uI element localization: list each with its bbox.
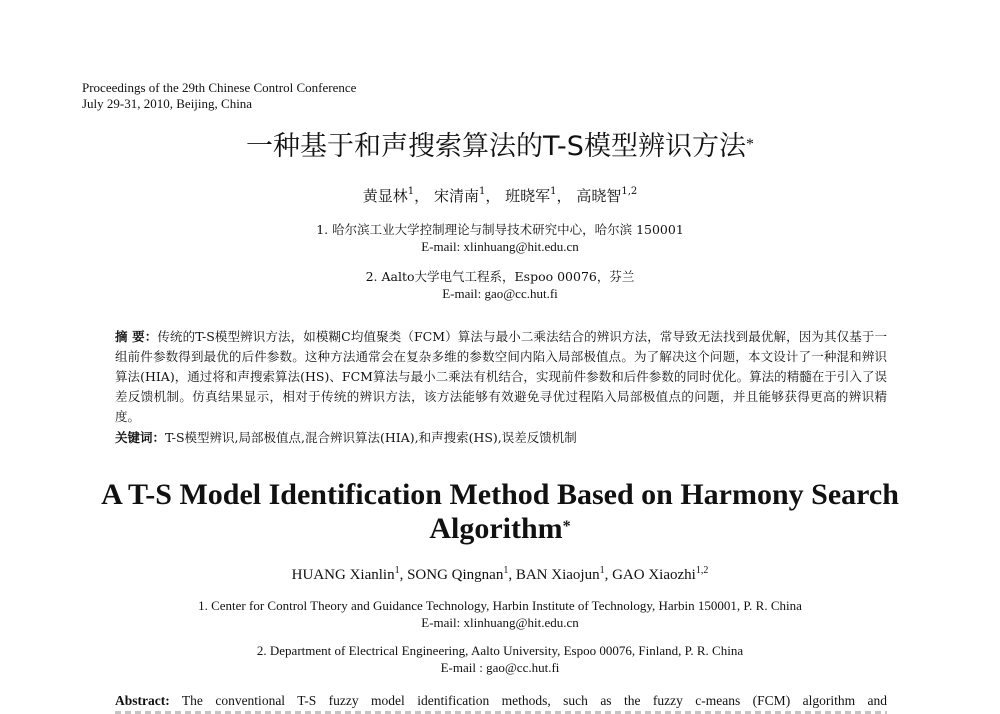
english-title-line-1: A T-S Model Identification Method Based on Harmony Search <box>101 478 899 511</box>
english-abstract-label: Abstract: <box>115 693 170 708</box>
author-affil-mark: 1 <box>478 186 486 197</box>
conference-date: July 29-31, 2010, Beijing, China <box>82 96 253 111</box>
english-affiliation-2 <box>0 642 1000 676</box>
chinese-abstract-label: 摘 要： <box>115 329 158 344</box>
english-title-line-2: Algorithm <box>429 512 563 545</box>
affiliation-line: 1. Center for Control Theory and Guidance Technology, Harbin Institute of Technology, Harbin 150001, P. R. China <box>198 598 802 613</box>
affiliation-line: 2. Department of Electrical Engineering, Aalto University, Espoo 00076, Finland, P. R. China <box>256 643 744 658</box>
author-name: GAO Xiaozhi <box>612 567 696 583</box>
english-title-footnote-mark: * <box>562 518 571 535</box>
affiliation-email: E-mail: gao@cc.hut.fi <box>442 286 558 301</box>
author-affil-mark: 1 <box>394 565 400 576</box>
chinese-title-footnote-mark: * <box>745 136 754 153</box>
author-name: HUANG Xianlin <box>291 567 395 583</box>
author-affil-mark: 1 <box>503 565 509 576</box>
english-title <box>0 478 1000 546</box>
affiliation-line: 1. 哈尔滨工业大学控制理论与制导技术研究中心，哈尔滨 150001 <box>316 222 684 237</box>
author-affil-mark: 1 <box>550 186 557 197</box>
chinese-keywords-label: 关键词： <box>115 430 166 445</box>
author-name: BAN Xiaojun <box>515 567 600 583</box>
author-name: 高晓智 <box>576 187 622 205</box>
chinese-abstract-text: 传统的T-S模型辨识方法，如模糊C均值聚类（FCM）算法与最小二乘法结合的辨识方法，常导致无法找到最优解，因为其仅基于一组前件参数得到最优的后件参数。这种方法通常会在复杂多维的参数空间内陷入局部极值点。为了解决这个问题，本文设计了一种混和辨识算法(HIA)，通过将和声搜索算法(HS)、FCM算法与最小二乘法有机结合，实现前件参数和后件参数的同时优化。算法的精髓在于引入了误差反馈机制。仿真结果显示，相对于传统的辨识方法，该方法能够有效避免寻优过程陷入局部极值点的问题，并且能够获得更高的辨识精度。 <box>115 329 887 424</box>
chinese-authors: 黄显林$^1$， 宋清南$^1$， 班晓军$^1$， 高晓智$^{1,2}$ <box>362 186 638 205</box>
english-abstract-text: The conventional T-S fuzzy model identification methods, such as the fuzzy c-means (FCM) algorithm and <box>181 693 887 708</box>
chinese-keywords-text: T-S模型辨识,局部极值点,混合辨识算法(HIA),和声搜索(HS),误差反馈机制 <box>165 430 577 445</box>
chinese-title <box>0 130 1000 164</box>
affiliation-line: 2. Aalto大学电气工程系，Espoo 00076，芬兰 <box>365 269 635 284</box>
chinese-abstract <box>115 327 887 427</box>
english-title-line-2-wrap <box>0 512 1000 546</box>
chinese-affiliation-2 <box>0 268 1000 302</box>
author-affil-mark: 1 <box>407 186 415 197</box>
english-affiliation-1 <box>0 597 1000 631</box>
conference-name: Proceedings of the 29th Chinese Control Conference <box>82 80 357 95</box>
affiliation-email: E-mail : gao@cc.hut.fi <box>440 660 560 675</box>
english-abstract <box>115 692 887 710</box>
affiliation-email: E-mail: xlinhuang@hit.edu.cn <box>421 615 579 630</box>
author-name: 班晓军 <box>505 187 551 205</box>
author-name: 黄显林 <box>362 187 408 205</box>
author-name: SONG Qingnan <box>407 567 504 583</box>
english-authors: HUANG Xianlin$^1$, SONG Qingnan$^1$, BAN Xiaojun$^1$, GAO Xiaozhi$^{1,2}$ <box>291 565 709 583</box>
chinese-keywords <box>115 428 887 448</box>
chinese-title-text: 一种基于和声搜索算法的T-S模型辨识方法 <box>246 131 746 162</box>
chinese-affiliation-1 <box>0 221 1000 255</box>
author-affil-mark: 1 <box>599 565 605 576</box>
conference-header <box>82 80 356 112</box>
author-affil-mark: 1,2 <box>695 565 709 576</box>
author-name: 宋清南 <box>433 187 479 205</box>
affiliation-email: E-mail: xlinhuang@hit.edu.cn <box>421 239 579 254</box>
author-affil-mark: 1,2 <box>621 186 638 197</box>
